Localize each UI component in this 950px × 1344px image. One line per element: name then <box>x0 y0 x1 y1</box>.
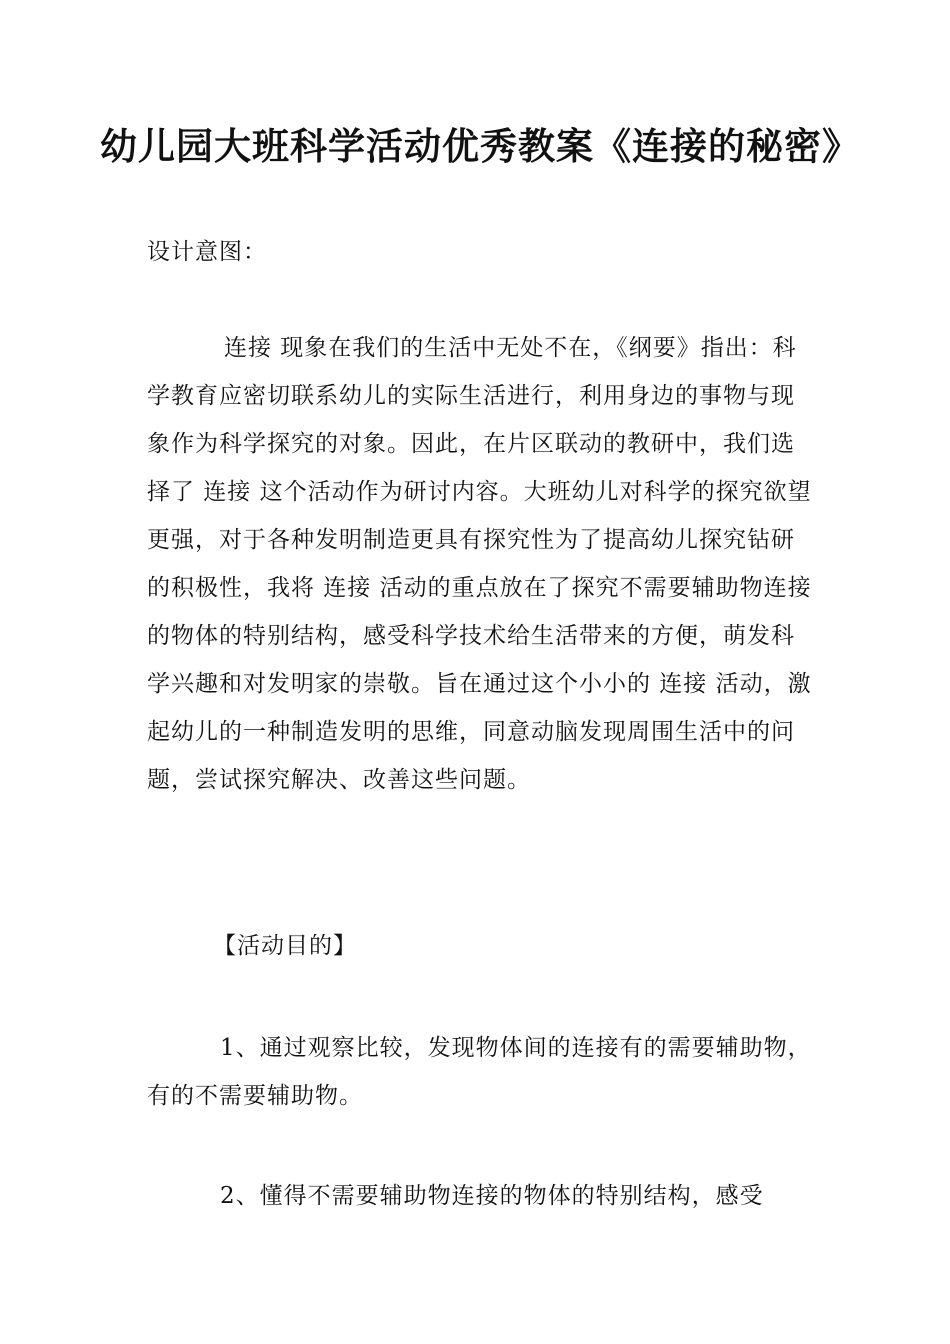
design-intent-label: 设计意图： <box>147 239 267 265</box>
goal-item-1: 1、通过观察比较，发现物体间的连接有的需要辅助物，有的不需要辅助物。 <box>147 1035 812 1109</box>
goal-item-2: 2、懂得不需要辅助物连接的物体的特别结构，感受 <box>220 1183 764 1209</box>
intro-paragraph: 连接 现象在我们的生活中无处不在，《纲要》指出：科学教育应密切联系幼儿的实际生活进行，利用身边的事物与现象作为科学探究的对象。因此，在片区联动的教研中，我们选择了 连接 这个活动作为研讨内容。大班幼儿对科学的探究欲望更强，对于各种发明制造更具有探究性为了提高幼儿探究钻研的积极性，我将 连接 活动的重点放在了探究不需要辅助物连接的物体的特别结构，感受科学技术给生活带来的方便，萌发科学兴趣和对发明家的崇敬。旨在通过这个小小的 连接 活动，激起幼儿的一种制造发明的思维，同意动脑发现周围生活中的问题，尝试探究解决、改善这些问题。 <box>147 335 812 793</box>
goals-heading: 【活动目的】 <box>213 933 357 959</box>
document-title: 幼儿园大班科学活动优秀教案《连接的秘密》 <box>100 125 860 168</box>
